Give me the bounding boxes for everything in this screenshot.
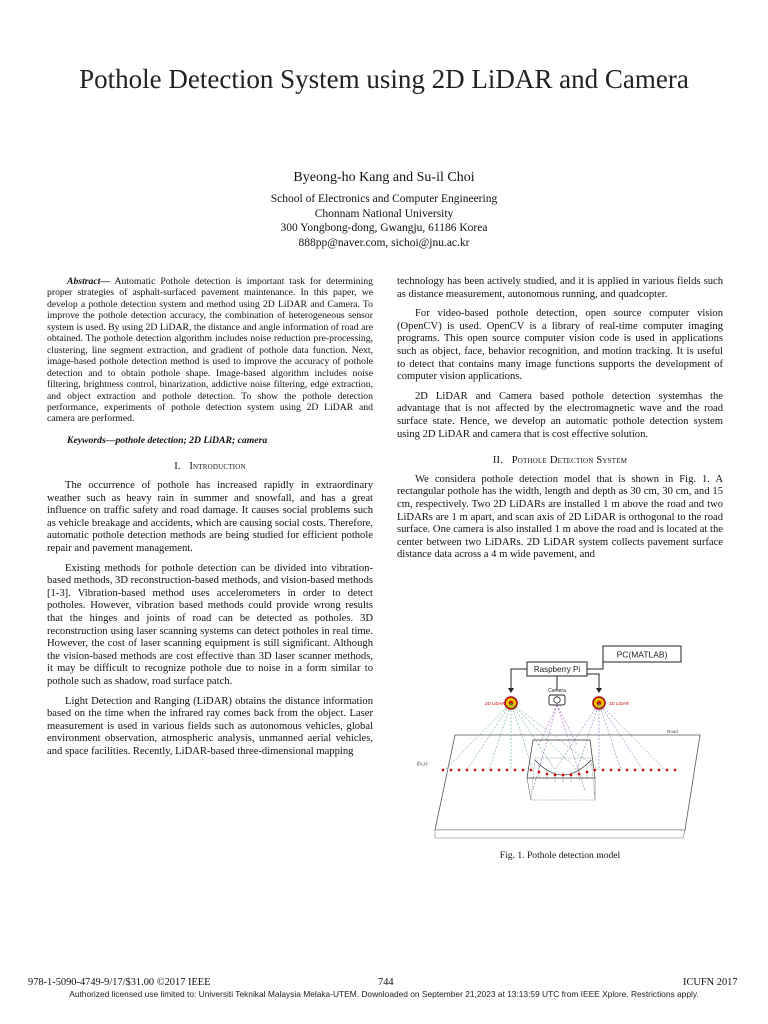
affiliation-line: 300 Yongbong-dong, Gwangju, 61186 Korea [280,222,488,234]
left-lidar-label: 2D LiDAR [485,701,506,706]
pi-right-lidar-link [587,674,599,690]
road-plane [435,735,700,830]
footer-conference: ICUFN 2017 [683,977,738,988]
affiliation [0,192,768,250]
paragraph: The occurrence of pothole has increased rapidly in extraordinary weather such as heavy rain in summer and snowfall, and has a great influence on traffic safety and road damage. It causes social problems such as vehicle breakage and accidents, which are causing social costs. Therefore, automatic pothole detection methods are being studied for efficient pothole repair and pavement management. [47,480,373,555]
section-title: Introduction [189,461,246,473]
section-heading-introduction [47,461,373,474]
abstract-text: Automatic Pothole detection is important task for determining proper strategies of asphalt-surfaced pavement maintenance. In this paper, we develop a pothole detection system and method using 2D LiDAR and Camera. To improve the pothole detection accuracy, the combination of heterogeneous sensor system is used. By using 2D LiDAR, the distance and angle information of road are obtained. The pothole detection algorithm includes noise reduction pre-processing, clustering, line segment extraction, and gradient of pothole data function. Next, image-based pothole detection method is used to improve the accuracy of pothole detection and to obtain pothole shape. Image-based algorithm includes noise filtering, brightness control, binarization, addictive noise filtering, edge extraction, and object extraction and pothole detection. To show the pothole detection performance, experiments of pothole detection system using 2D LiDAR and camera are performed. [47,276,373,425]
paragraph: technology has been actively studied, and it is applied in various fields such as distance measurement, autonomous running, and quadcopter. [397,276,723,300]
authors: Byeong-ho Kang and Su-il Choi [293,170,475,185]
paragraph: For video-based pothole detection, open source computer vision (OpenCV) is used. OpenCV is a library of real-time computer imaging programs. This open source computer vision code is used in applications such as object, face, behavior recognition, and motion tracking. It is useful to detect that contains many image functions supports the development of computer vision applications. [397,308,723,383]
affiliation-email: 888pp@naver.com, sichoi@jnu.ac.kr [298,236,470,249]
section-heading-system [397,455,723,468]
paragraph: 2D LiDAR and Camera based pothole detection systemhas the advantage that is not affected by the electromagnetic wave and the road surface state. Hence, we develop an automatic pothole detection system using 2D LiDAR and camera that is cost effective solution. [397,390,723,440]
figure-caption: Fig. 1. Pothole detection model [499,850,621,861]
paragraph: We considera pothole detection model that is shown in Fig. 1. A rectangular pothole has the width, length and depth as 30 cm, 30 cm, and 15 cm, respectively. Two 2D LiDARs are installed 1 m above the road and two LiDARs are 1 m apart, and scan axis of 2D LiDAR is orthogonal to the road surface. One camera is also installed 1 m above the road and is located at the center between two LiDARs. 2D LiDAR system collects pavement surface distance data across a 4 m wide pavement, and [397,473,723,561]
pc-label: PC(MATLAB) [616,649,668,660]
footer-isbn: 978-1-5090-4749-9/17/$31.00 ©2017 IEEE [28,977,211,988]
pi-left-lidar-link [511,669,527,690]
paper-title: Pothole Detection System using 2D LiDAR and Camera [79,64,689,94]
abstract-label: Abstract— [67,276,111,287]
section-number: II. [492,455,504,467]
right-column [397,276,723,569]
affiliation-line: Chonnam National University [314,207,454,220]
camera-lens [554,697,560,703]
raspberry-pi-label: Raspberry Pi [533,665,581,674]
abstract [47,276,373,425]
affiliation-line: School of Electronics and Computer Engineering [270,193,498,205]
pi-pc-link [587,662,603,669]
pothole-detection-model-figure [415,640,715,845]
road-side [435,830,685,838]
section-number: I. [174,461,181,473]
page-number: 744 [378,977,394,988]
paragraph: Light Detection and Ranging (LiDAR) obtains the distance information based on the time when the infrared ray comes back from the object. Laser measurement is used in various fields such as autonomous vehicles, global environment observation, atmospheric analysis, unmanned aerial vehicles, and space facilities. Recently, LiDAR-based three-dimensional mapping [47,695,373,757]
paragraph: Existing methods for pothole detection can be divided into vibration-based methods, 3D reconstruction-based methods, and vision-based methods [1-3]. Vibration-based method uses accelerometers in order to detect potholes. However, vibration based methods could provide wrong results that the hinges and joints of road can be detected as potholes. 3D reconstruction using laser scanning systems can detect potholes in real time. However, the cost of laser scanning equipment is still significant. Although the vision-based methods are cost effective than 3D laser scanner methods, it may be difficult to recognize pothole due to noise in a form similar to pothole such as shadow, road surface patch. [47,562,373,687]
keywords: Keywords—pothole detection; 2D LiDAR; camera [67,434,268,446]
right-lidar-label: 2D LiDAR [609,701,630,706]
camera-label: Camera [548,688,566,694]
fxy-label: f(x,y) [417,762,428,767]
license-notice: Authorized licensed use limited to: Universiti Teknikal Malaysia Melaka-UTEM. Downloaded on September 21,2023 at 13:13:59 UTC from IEEE Xplore. Restrictions apply. [69,989,699,999]
left-column [47,276,373,766]
section-title: Pothole Detection System [511,455,628,467]
arrow-head [596,688,602,693]
arrow-head [508,688,514,693]
road-label: Road [667,729,678,734]
